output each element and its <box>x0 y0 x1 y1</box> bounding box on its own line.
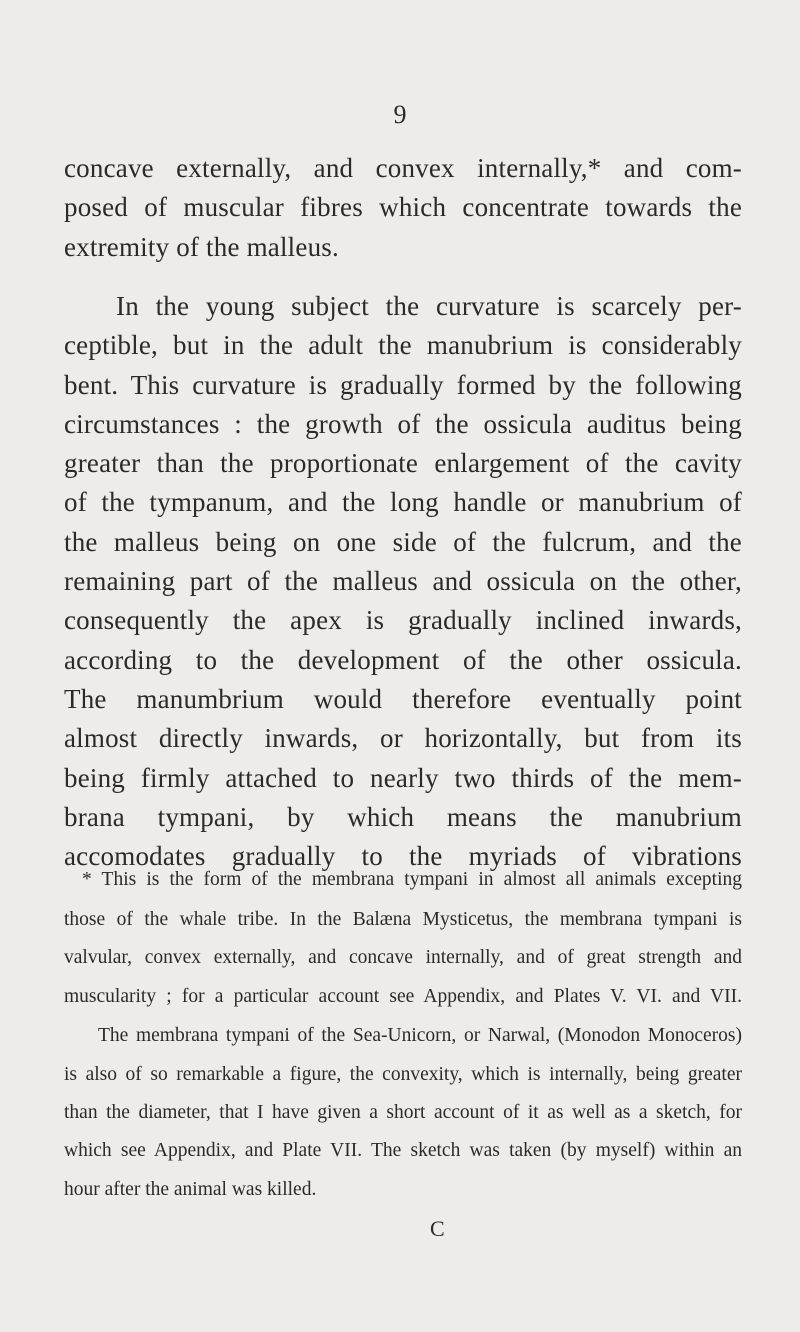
footnote-line: those of the whale tribe. In the Balæna Mysticetus, the membrana tympani is <box>64 909 742 930</box>
footnote-line: which see Appendix, and Plate VII. The sketch was taken (by myself) within an <box>64 1140 742 1161</box>
body-line: The manumbrium would therefore eventually point <box>64 684 742 714</box>
body-line: almost directly inwards, or horizontally, but from its <box>64 723 742 753</box>
body-line: of the tympanum, and the long handle or manubrium of <box>64 487 742 517</box>
footnote-line: The membrana tympani of the Sea-Unicorn, or Narwal, (Monodon Monoceros) <box>98 1025 742 1046</box>
body-line: according to the development of the other ossicula. <box>64 645 742 675</box>
body-line: consequently the apex is gradually inclined inwards, <box>64 605 742 635</box>
footnote-line: valvular, convex externally, and concave internally, and of great strength and <box>64 947 742 968</box>
body-line: circumstances : the growth of the ossicula auditus being <box>64 409 742 439</box>
body-line: accomodates gradually to the myriads of vibrations <box>64 841 742 871</box>
body-line: extremity of the malleus. <box>64 232 339 262</box>
footnote-line: hour after the animal was killed. <box>64 1179 317 1200</box>
footnote-line: * This is the form of the membrana tympani in almost all animals excepting <box>82 869 742 890</box>
body-line: remaining part of the malleus and ossicula on the other, <box>64 566 742 596</box>
footnote-line: is also of so remarkable a figure, the convexity, which is internally, being greater <box>64 1064 742 1085</box>
body-line: ceptible, but in the adult the manubrium is considerably <box>64 330 742 360</box>
body-line: concave externally, and convex internally,* and com- <box>64 153 742 183</box>
body-line: greater than the proportionate enlargement of the cavity <box>64 448 742 478</box>
page-number: 9 <box>393 100 407 129</box>
body-line: posed of muscular fibres which concentrate towards the <box>64 192 742 222</box>
body-line: In the young subject the curvature is scarcely per- <box>116 291 742 321</box>
body-line: brana tympani, by which means the manubrium <box>64 802 742 832</box>
body-line: bent. This curvature is gradually formed by the following <box>64 370 742 400</box>
footnote-line: than the diameter, that I have given a short account of it as well as a sketch, for <box>64 1102 742 1123</box>
signature-mark: C <box>430 1216 445 1241</box>
body-line: being firmly attached to nearly two thirds of the mem- <box>64 763 742 793</box>
body-line: the malleus being on one side of the fulcrum, and the <box>64 527 742 557</box>
footnote-line: muscularity ; for a particular account see Appendix, and Plates V. VI. and VII. <box>64 986 742 1007</box>
